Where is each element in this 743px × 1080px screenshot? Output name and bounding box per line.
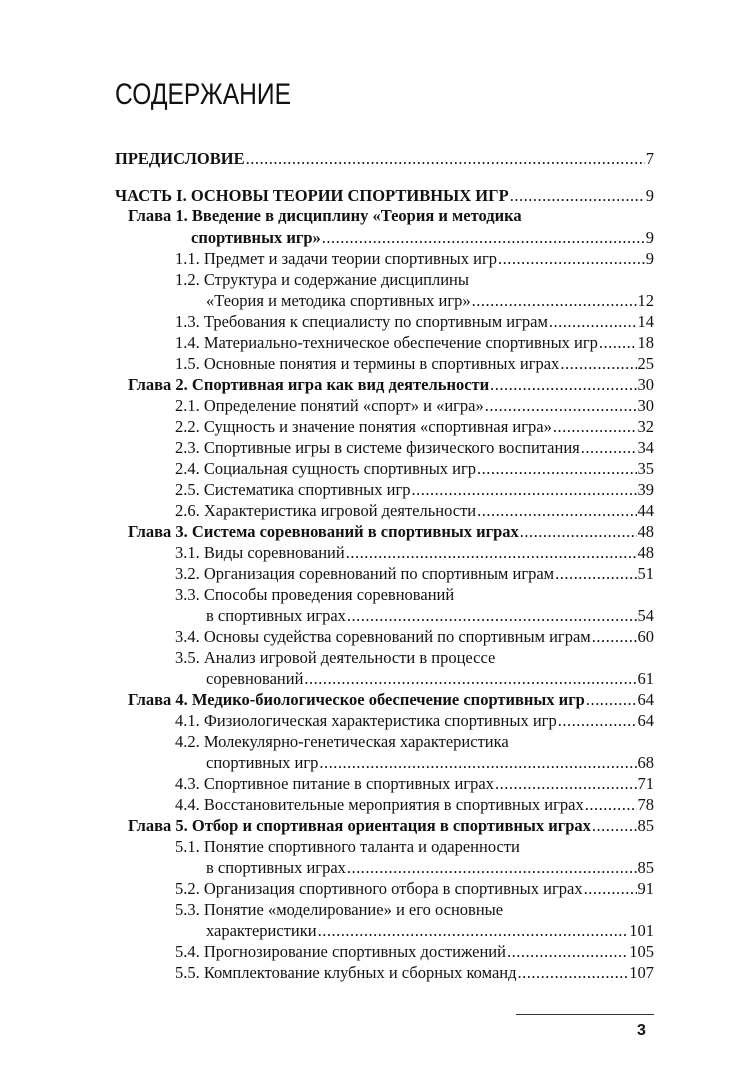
toc-entry-ch1-line1[interactable]: Глава 1. Введение в дисциплину «Теория и методика	[128, 206, 522, 225]
toc-entry-page: 64	[637, 711, 654, 730]
toc-entry-1-1[interactable]	[175, 249, 654, 270]
toc-entry-page: 107	[629, 963, 654, 982]
toc-entry-label: 2.2. Сущность и значение понятия «спортивная игра»	[175, 417, 552, 436]
toc-entry-1-4[interactable]	[175, 333, 654, 354]
toc-entry-5-1-line1[interactable]: 5.1. Понятие спортивного таланта и одаренности	[175, 837, 520, 856]
toc-entry-2-5[interactable]	[175, 480, 654, 501]
toc-entry-label: 3.4. Основы судейства соревнований по спортивным играм	[175, 627, 591, 646]
toc-entry-1-3[interactable]	[175, 312, 654, 333]
toc-entry-page: 85	[637, 858, 654, 877]
toc-entry-label: 1.5. Основные понятия и термины в спортивных играх	[175, 354, 560, 373]
toc-entry-page: 105	[629, 942, 654, 961]
toc-entry-page: 78	[637, 795, 654, 814]
toc-entry-page: 68	[637, 753, 654, 772]
toc-entry-page: 91	[637, 879, 654, 898]
toc-entry-page: 32	[637, 417, 654, 436]
toc-entry-label: характеристики	[206, 921, 317, 940]
toc-entry-3-2[interactable]	[175, 564, 654, 585]
toc-entry-page: 18	[637, 333, 654, 352]
toc-entry-label: 4.3. Спортивное питание в спортивных играх	[175, 774, 494, 793]
toc-entry-label: 2.5. Систематика спортивных игр	[175, 480, 411, 499]
toc-entry-4-4[interactable]	[175, 795, 654, 816]
toc-entry-page: 7	[645, 149, 654, 168]
toc-entry-3-3[interactable]	[206, 606, 654, 627]
toc-entry-1-5[interactable]	[175, 354, 654, 375]
toc-entry-label: 4.4. Восстановительные мероприятия в спортивных играх	[175, 795, 584, 814]
toc-entry-page: 54	[637, 606, 654, 625]
toc-entry-4-2[interactable]	[206, 753, 654, 774]
toc-entry-page: 34	[637, 438, 654, 457]
toc-entry-2-3[interactable]	[175, 438, 654, 459]
toc-entry-label: 1.3. Требования к специалисту по спортивным играм	[175, 312, 548, 331]
toc-entry-label: спортивных игр»	[191, 228, 321, 247]
toc-entry-5-3[interactable]	[206, 921, 654, 942]
footer-divider	[516, 1014, 654, 1015]
toc-entry-label: 4.1. Физиологическая характеристика спортивных игр	[175, 711, 557, 730]
toc-entry-page: 25	[637, 354, 654, 373]
toc-entry-2-6[interactable]	[175, 501, 654, 522]
toc-entry-page: 51	[637, 564, 654, 583]
toc-entry-page: 61	[637, 669, 654, 688]
toc-entry-label: 3.2. Организация соревнований по спортивным играм	[175, 564, 555, 583]
toc-entry-page: 39	[637, 480, 654, 499]
toc-entry-page: 101	[629, 921, 654, 940]
toc-entry-page: 30	[637, 375, 654, 394]
toc-entry-5-3-line1[interactable]: 5.3. Понятие «моделирование» и его основные	[175, 900, 504, 919]
toc-entry-ch2[interactable]	[128, 375, 654, 396]
toc-entry-ch4[interactable]	[128, 690, 654, 711]
toc-entry-label: в спортивных играх	[206, 858, 346, 877]
toc-entry-page: 9	[645, 186, 654, 205]
toc-entry-3-3-line1[interactable]: 3.3. Способы проведения соревнований	[175, 585, 455, 604]
toc-entry-3-5-line1[interactable]: 3.5. Анализ игровой деятельности в процессе	[175, 648, 496, 667]
toc-entry-label: в спортивных играх	[206, 606, 346, 625]
toc-entry-label: 5.2. Организация спортивного отбора в спортивных играх	[175, 879, 583, 898]
toc-entry-label: Глава 5. Отбор и спортивная ориентация в спортивных играх	[128, 816, 591, 835]
toc-entry-2-2[interactable]	[175, 417, 654, 438]
page-number: 3	[637, 1022, 646, 1039]
toc-entry-label: Глава 3. Система соревнований в спортивных играх	[128, 522, 519, 541]
toc-entry-page: 12	[637, 291, 654, 310]
toc-entry-2-1[interactable]	[175, 396, 654, 417]
toc-entry-preface[interactable]	[115, 149, 654, 170]
toc-entry-label: 1.1. Предмет и задачи теории спортивных игр	[175, 249, 497, 268]
toc-entry-page: 14	[637, 312, 654, 331]
toc-entry-page: 44	[637, 501, 654, 520]
toc-entry-page: 48	[637, 522, 654, 541]
toc-entry-page: 71	[637, 774, 654, 793]
toc-entry-part1[interactable]	[115, 186, 654, 207]
toc-entry-5-2[interactable]	[175, 879, 654, 900]
toc-entry-label: соревнований	[206, 669, 304, 688]
toc-entry-label: 3.1. Виды соревнований	[175, 543, 345, 562]
toc-entry-page: 35	[637, 459, 654, 478]
toc-entry-page: 85	[637, 816, 654, 835]
toc-entry-page: 48	[637, 543, 654, 562]
toc-entry-label: 2.3. Спортивные игры в системе физического воспитания	[175, 438, 580, 457]
toc-entry-page: 64	[637, 690, 654, 709]
toc-entry-1-2-line1[interactable]: 1.2. Структура и содержание дисциплины	[175, 270, 469, 289]
toc-entry-ch1[interactable]	[191, 228, 654, 249]
toc-entry-5-4[interactable]	[175, 942, 654, 963]
toc-entry-label: «Теория и методика спортивных игр»	[206, 291, 471, 310]
toc-entry-label: 2.6. Характеристика игровой деятельности	[175, 501, 477, 520]
toc-entry-label: 2.1. Определение понятий «спорт» и «игра»	[175, 396, 484, 415]
toc-entry-5-1[interactable]	[206, 858, 654, 879]
toc-entry-ch5[interactable]	[128, 816, 654, 837]
toc-entry-page: 60	[637, 627, 654, 646]
toc-entry-ch3[interactable]	[128, 522, 654, 543]
toc-entry-label: спортивных игр	[206, 753, 319, 772]
page-title: СОДЕРЖАНИЕ	[115, 78, 292, 111]
toc-entry-page: 9	[645, 249, 654, 268]
toc-entry-3-4[interactable]	[175, 627, 654, 648]
toc-entry-label: ПРЕДИСЛОВИЕ	[115, 149, 245, 168]
toc-entry-1-2[interactable]	[206, 291, 654, 312]
toc-entry-label: Глава 4. Медико-биологическое обеспечение спортивных игр	[128, 690, 585, 709]
toc-entry-4-2-line1[interactable]: 4.2. Молекулярно-генетическая характеристика	[175, 732, 509, 751]
toc-entry-label: ЧАСТЬ I. ОСНОВЫ ТЕОРИИ СПОРТИВНЫХ ИГР	[115, 186, 509, 205]
toc-entry-label: 5.5. Комплектование клубных и сборных команд	[175, 963, 517, 982]
toc-entry-label: 1.4. Материально-техническое обеспечение спортивных игр	[175, 333, 598, 352]
toc-entry-label: Глава 2. Спортивная игра как вид деятельности	[128, 375, 490, 394]
toc-entry-4-3[interactable]	[175, 774, 654, 795]
toc-entry-label: 5.4. Прогнозирование спортивных достижений	[175, 942, 506, 961]
toc-entry-page: 9	[645, 228, 654, 247]
toc-entry-page: 30	[637, 396, 654, 415]
toc-entry-label: 2.4. Социальная сущность спортивных игр	[175, 459, 477, 478]
toc-entry-5-5[interactable]	[175, 963, 654, 984]
toc-entry-2-4[interactable]	[175, 459, 654, 480]
toc-entry-3-1[interactable]	[175, 543, 654, 564]
toc-entry-3-5[interactable]	[206, 669, 654, 690]
toc-entry-4-1[interactable]	[175, 711, 654, 732]
